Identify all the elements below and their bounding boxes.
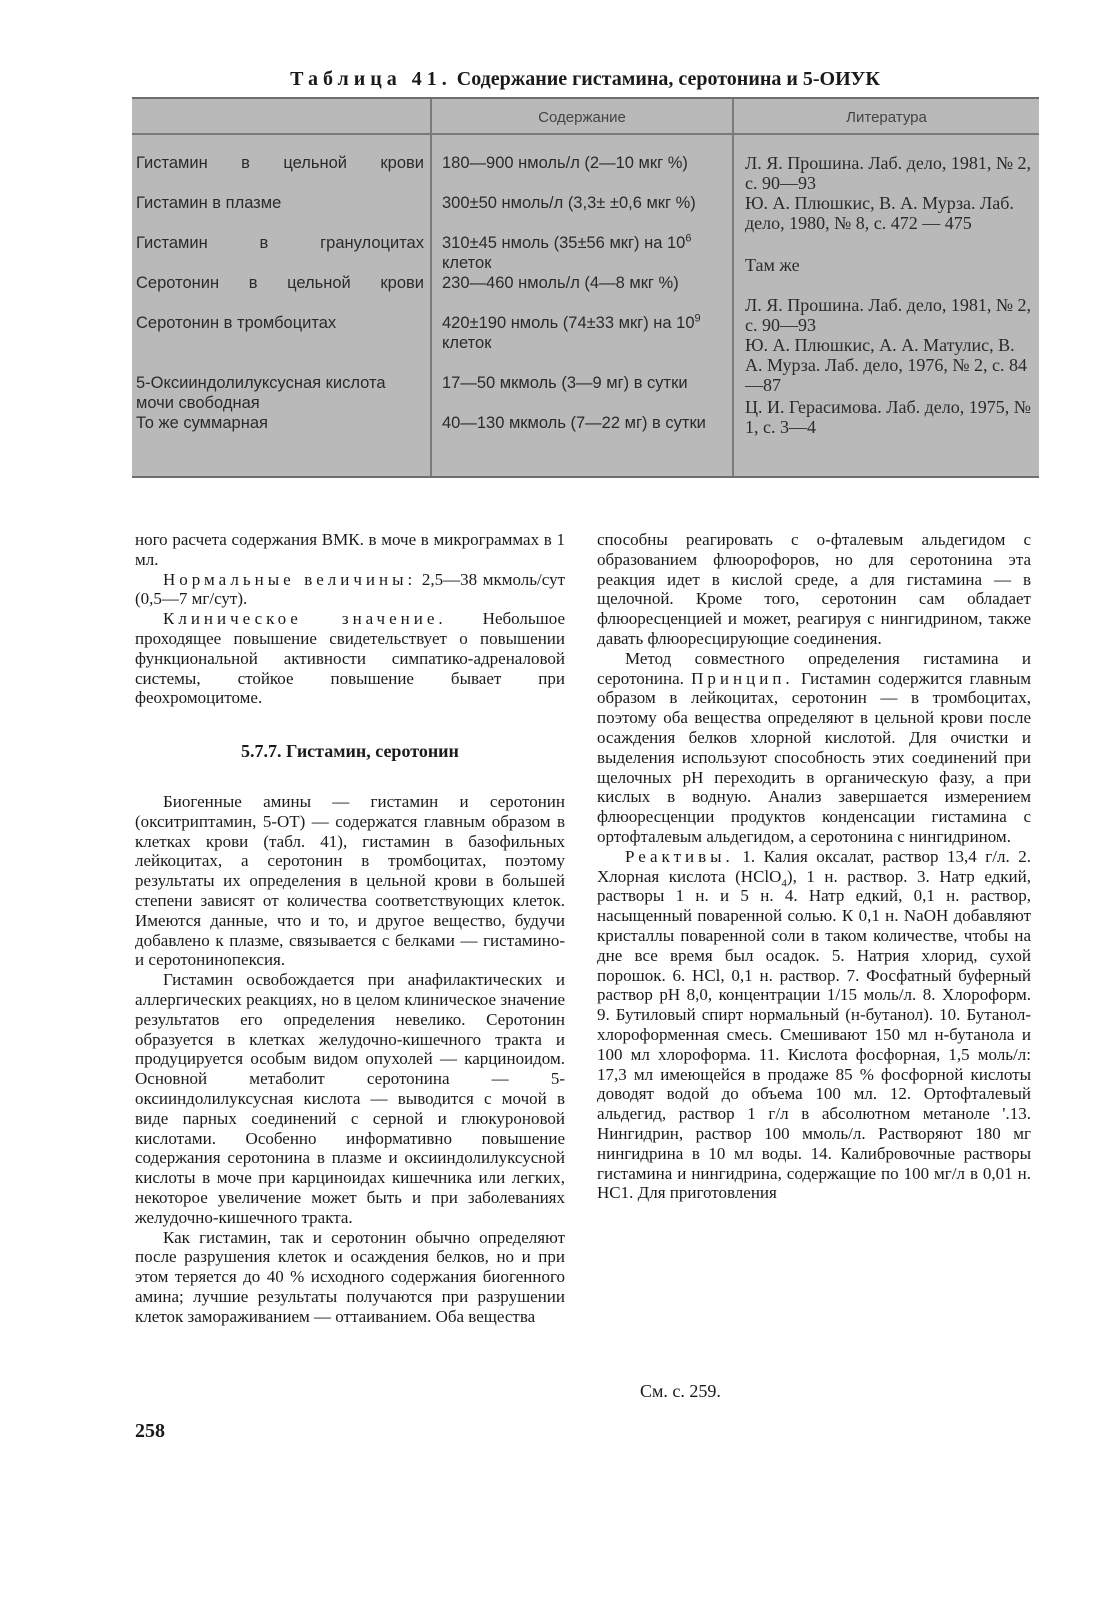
- footnote: См. с. 259.: [640, 1381, 721, 1401]
- header-content: Содержание: [538, 109, 626, 126]
- row-name: Серотонин в тромбоцитах: [136, 314, 337, 332]
- paragraph: Гистамин освобождается при анафилактических и аллергических реакциях, но в целом клиническое значение результатов его определения невелико. Серотонин образуется в клетках желудочно-кишечного тракта и продуцируется особым видом опухолей — карциноидом. Основной метаболит серотонина — 5-оксииндолилуксусная кислота — выводится с мочой в виде парных соединений с серной и глюкуроновой кислотами. Особенно информативно повышение содержания серотонина в плазме и оксииндолилуксусной кислоты в моче при карциноидах кишечника или легких, некоторое увеличение может быть и при заболеваниях желудочно-кишечного тракта.: [135, 970, 565, 1227]
- row-value: 230—460 нмоль/л (4—8 мкг %): [442, 274, 679, 292]
- row-value: 300±50 нмоль/л (3,3± ±0,6 мкг %): [442, 194, 696, 212]
- row-value: 310±45 нмоль (35±56 мкг) на $10^6$ клеток: [442, 232, 692, 272]
- row-name: Гистамин в гранулоцитах: [136, 234, 424, 252]
- paragraph: Биогенные амины — гистамин и серотонин (окситриптамин, 5-ОТ) — содержатся главным образом в клетках крови (табл. 41), гистамин в базофильных лейкоцитах, а серотонин в тромбоцитах, поэтому результаты их определения в цельной крови в большей степени зависят от количества соответствующих клеток. Имеются данные, что и то, и другое вещество, будучи добавлено к плазме, связывается с белками — гистамино- и серотонинопексия.: [135, 791, 565, 970]
- literature-ref: Л. Я. Прошина. Лаб. дело, 1981, № 2, с. 90—93: [745, 153, 1031, 193]
- table-divider: [430, 99, 432, 476]
- header-literature: Литература: [846, 109, 927, 126]
- table-title: Таблица 41. Содержание гистамина, серотонина и 5-ОИУК: [290, 68, 880, 90]
- literature-ref: Ю. А. Плюшкис, А. А. Матулис, В. А. Мурза. Лаб. дело, 1976, № 2, с. 84—87: [745, 335, 1028, 395]
- left-column: [135, 530, 565, 1326]
- row-name: Гистамин в цельной крови: [136, 154, 424, 172]
- literature-ref: Ю. А. Плюшкис, В. А. Мурза. Лаб. дело, 1980, № 8, с. 472 — 475: [745, 193, 1014, 233]
- paragraph: способны реагировать с о-фталевым альдегидом с образованием флюорофоров, но для серотонина эта реакция идет в кислой среде, а для гистамина — в щелочной. Кроме того, серотонин сам обладает флюоресценцией и может, реагируя с нингидрином, также давать флюоресцирующие соединения.: [597, 530, 1031, 648]
- literature-ref: Там же: [745, 255, 800, 275]
- paragraph: Нормальные величины: 2,5—38 мкмоль/сут (0,5—7 мг/сут).: [135, 569, 565, 609]
- paragraph: Клиническое значение. Небольшое проходящее повышение свидетельствует о повышении функциональной активности симпатико-адреналовой системы, стойкое повышение бывает при феохромоцитоме.: [135, 609, 566, 708]
- row-value: 180—900 нмоль/л (2—10 мкг %): [442, 154, 688, 172]
- row-value: 40—130 мкмоль (7—22 мг) в сутки: [442, 414, 706, 432]
- row-name: Гистамин в плазме: [136, 194, 282, 212]
- page-number: 258: [135, 1420, 165, 1442]
- row-name: Серотонин в цельной крови: [136, 274, 424, 292]
- right-column: [597, 530, 1031, 1203]
- paragraph: Как гистамин, так и серотонин обычно определяют после разрушения клеток и осаждения белков, но и при этом теряется до 40 % исходного содержания биогенного амина; лучшие результаты получаются при разрушении клеток замораживанием — оттаиванием. Оба вещества: [135, 1227, 565, 1326]
- row-value: 420±190 нмоль (74±33 мкг) на $10^9$ клеток: [442, 312, 701, 352]
- table-header-rule: [132, 133, 1039, 135]
- literature-ref: Л. Я. Прошина. Лаб. дело, 1981, № 2, с. 90—93: [745, 295, 1031, 335]
- row-name: 5-Оксииндолилуксусная кислота мочи свободная: [136, 374, 386, 412]
- literature-ref: Ц. И. Герасимова. Лаб. дело, 1975, № 1, с. 3—4: [745, 397, 1031, 437]
- row-name: То же суммарная: [136, 414, 268, 432]
- paragraph: Метод совместного определения гистамина и серотонина. Принцип. Гистамин содержится главным образом в лейкоцитах, серотонин — в тромбоцитах, поэтому оба вещества определяют в цельной крови после осаждения белков хлорной кислотой. Для очистки и выделения используют способность этих соединений при щелочных рН переходить в органическую фазу, а при кислых в водную. Анализ завершается измерением флюоресценции продуктов конденсации гистамина с ортофталевым альдегидом, а серотонина с нингидрином.: [597, 648, 1032, 846]
- row-value: 17—50 мкмоль (3—9 мг) в сутки: [442, 374, 688, 392]
- data-table: [132, 97, 1039, 478]
- section-heading: 5.7.7. Гистамин, серотонин: [241, 741, 459, 762]
- paragraph: Реактивы. 1. Калия оксалат, раствор 13,4 г/л. 2. Хлорная кислота (HClO$_4$), 1 н. раствор. 3. Натр едкий, растворы 1 н. и 5 н. 4. Натр едкий, 0,1 н. раствор, насыщенный поваренной солью. К 0,1 н. NaOH добавляют кристаллы поваренной соли в таком количестве, чтобы на дне все время был осадок. 5. Натрия хлорид, сухой порошок. 6. HCl, 0,1 н. раствор. 7. Фосфатный буферный раствор pH 8,0, концентрации 1/15 моль/л. 8. Хлороформ. 9. Бутиловый спирт нормальный (н-бутанол). 10. Бутанол-хлороформенная смесь. Смешивают 150 мл н-бутанола и 100 мл хлороформа. 11. Кислота фосфорная, 1,5 моль/л: 17,3 мл имеющейся в продаже 85 % фосфорной кислоты доводят водой до объема 100 мл. 12. Ортофталевый альдегид, раствор 1 г/л в абсолютном метаноле '.13. Нингидрин, раствор 100 ммоль/л. Растворяют 180 мг нингидрина в 10 мл воды. 14. Калибровочные растворы гистамина и нингидрина, содержащие по 100 мг/л в 0,01 н. НС1. Для приготовления: [597, 846, 1032, 1203]
- table-divider: [732, 99, 734, 476]
- paragraph: ного расчета содержания ВМК. в моче в микрограммах в 1 мл.: [135, 530, 565, 569]
